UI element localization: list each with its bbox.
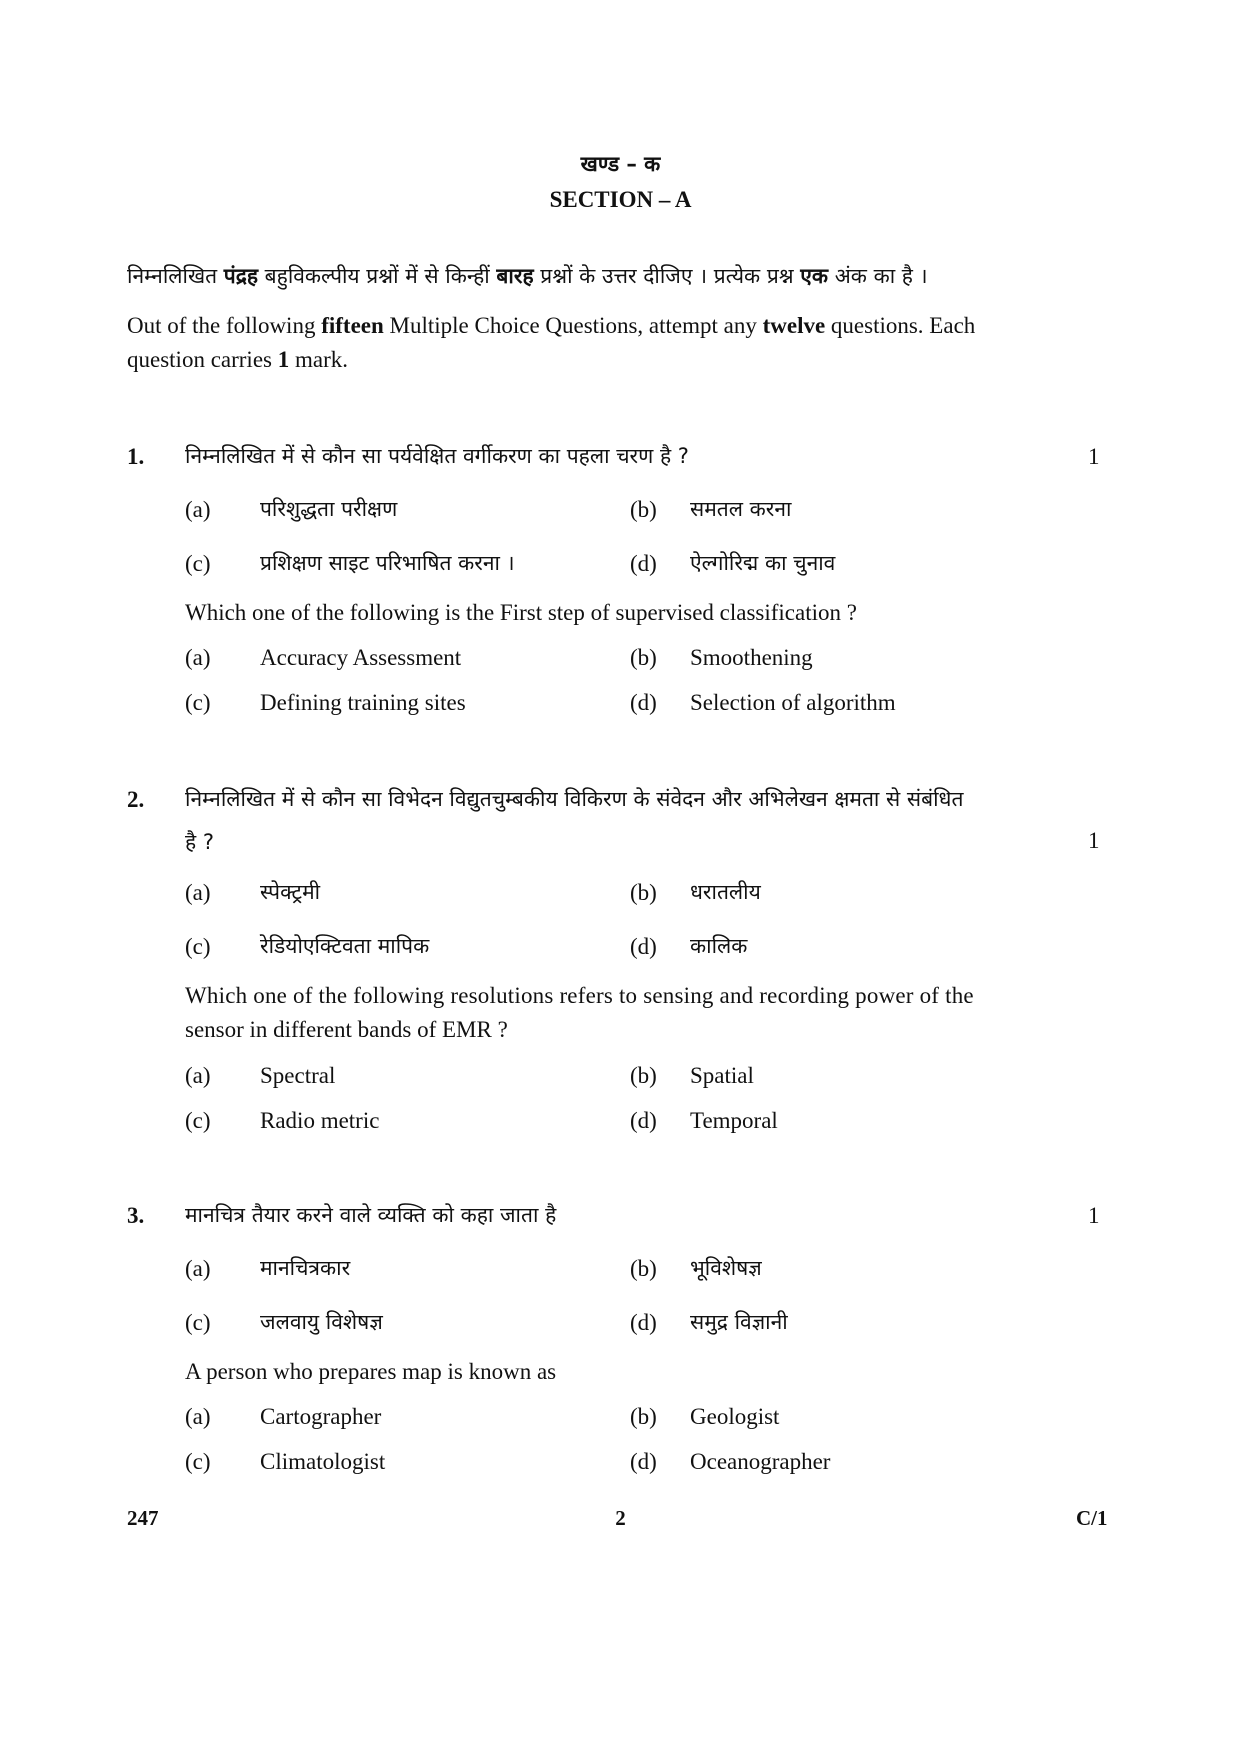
question-text-english: Which one of the following resolutions refers to sensing and recording power of the [185, 983, 974, 1008]
instr-bold: बारह [496, 264, 534, 288]
instr-text: Multiple Choice Questions, attempt any [383, 313, 763, 338]
option-label: (a) [185, 645, 211, 670]
option-text: Climatologist [260, 1449, 386, 1474]
option-text: जलवायु विशेषज्ञ [260, 1310, 383, 1334]
option-text: भूविशेषज्ञ [690, 1256, 762, 1280]
option-label: (a) [185, 1256, 211, 1281]
instr-text: प्रश्नों के उत्तर दीजिए । प्रत्येक प्रश्न [533, 264, 801, 288]
option-text: समतल करना [690, 497, 792, 521]
option-label: (a) [185, 1404, 211, 1429]
question-number: 3. [127, 1203, 145, 1228]
question-text-english: A person who prepares map is known as [185, 1359, 557, 1384]
option-label: (d) [630, 934, 657, 959]
option-label: (a) [185, 1063, 211, 1088]
question-text-english: Which one of the following is the First step of supervised classification ? [185, 600, 857, 625]
question-text-hindi: निम्नलिखित में से कौन सा विभेदन विद्युतचुम्बकीय विकिरण के संवेदन और अभिलेखन क्षमता से संबंधित [185, 787, 964, 811]
question-marks: 1 [1088, 1203, 1100, 1228]
instr-bold: fifteen [321, 313, 384, 338]
option-label: (b) [630, 645, 657, 670]
section-title-hindi: खण्ड – क [580, 152, 661, 176]
option-label: (d) [630, 1310, 657, 1335]
option-text: मानचित्रकार [260, 1256, 351, 1280]
option-text: Defining training sites [260, 690, 466, 715]
option-label: (b) [630, 1063, 657, 1088]
question-text-hindi: मानचित्र तैयार करने वाले व्यक्ति को कहा जाता है [185, 1203, 557, 1227]
option-label: (c) [185, 1108, 211, 1133]
question-number: 2. [127, 787, 145, 812]
option-text: Geologist [690, 1404, 780, 1429]
option-text: Spatial [690, 1063, 754, 1088]
option-text: कालिक [690, 934, 748, 958]
question-number: 1. [127, 444, 145, 469]
instr-text: question carries [127, 347, 278, 372]
instr-text: अंक का है । [828, 264, 928, 288]
option-label: (a) [185, 880, 211, 905]
option-label: (d) [630, 1108, 657, 1133]
option-label: (c) [185, 1449, 211, 1474]
option-text: Accuracy Assessment [260, 645, 462, 670]
option-text: Radio metric [260, 1108, 380, 1133]
instructions-hindi [127, 262, 928, 290]
instr-bold: पंद्रह [223, 264, 258, 288]
option-label: (d) [630, 690, 657, 715]
option-text: Oceanographer [690, 1449, 831, 1474]
question-text-hindi-cont: है ? [185, 830, 214, 854]
option-label: (b) [630, 497, 657, 522]
instructions-english-line2 [127, 347, 348, 373]
option-text: Smoothening [690, 645, 813, 670]
option-label: (c) [185, 690, 211, 715]
question-marks: 1 [1088, 828, 1100, 853]
instructions-english-line1 [127, 313, 975, 339]
option-text: ऐल्गोरिद्म का चुनाव [690, 551, 836, 575]
instr-bold: 1 [277, 347, 290, 372]
option-text: समुद्र विज्ञानी [690, 1310, 788, 1334]
instr-text: निम्नलिखित [127, 264, 224, 288]
option-label: (c) [185, 551, 211, 576]
option-text: Temporal [690, 1108, 778, 1133]
instr-text: Out of the following [127, 313, 322, 338]
section-title-english: SECTION – A [549, 187, 692, 212]
paper-set: C/1 [1076, 1506, 1108, 1530]
option-text: परिशुद्धता परीक्षण [260, 497, 398, 521]
instr-bold: twelve [762, 313, 826, 338]
option-text: Spectral [260, 1063, 336, 1088]
option-text: Cartographer [260, 1404, 382, 1429]
option-text: धरातलीय [690, 880, 761, 904]
paper-code: 247 [127, 1506, 159, 1530]
instr-text: questions. Each [825, 313, 976, 338]
question-text-english-cont: sensor in different bands of EMR ? [185, 1017, 508, 1042]
option-label: (d) [630, 1449, 657, 1474]
option-text: प्रशिक्षण साइट परिभाषित करना । [260, 551, 515, 575]
option-label: (c) [185, 1310, 211, 1335]
option-label: (b) [630, 880, 657, 905]
option-label: (b) [630, 1404, 657, 1429]
option-text: रेडियोएक्टिवता मापिक [260, 934, 430, 958]
instr-bold: एक [800, 264, 829, 288]
page-number: 2 [615, 1506, 626, 1530]
question-text-hindi: निम्नलिखित में से कौन सा पर्यवेक्षित वर्गीकरण का पहला चरण है ? [185, 444, 689, 468]
question-marks: 1 [1088, 444, 1100, 469]
instr-text: बहुविकल्पीय प्रश्नों में से किन्हीं [258, 264, 497, 288]
option-text: Selection of algorithm [690, 690, 896, 715]
option-label: (b) [630, 1256, 657, 1281]
option-label: (a) [185, 497, 211, 522]
option-label: (c) [185, 934, 211, 959]
instr-text: mark. [289, 347, 348, 372]
option-text: स्पेक्ट्रमी [260, 880, 321, 904]
option-label: (d) [630, 551, 657, 576]
